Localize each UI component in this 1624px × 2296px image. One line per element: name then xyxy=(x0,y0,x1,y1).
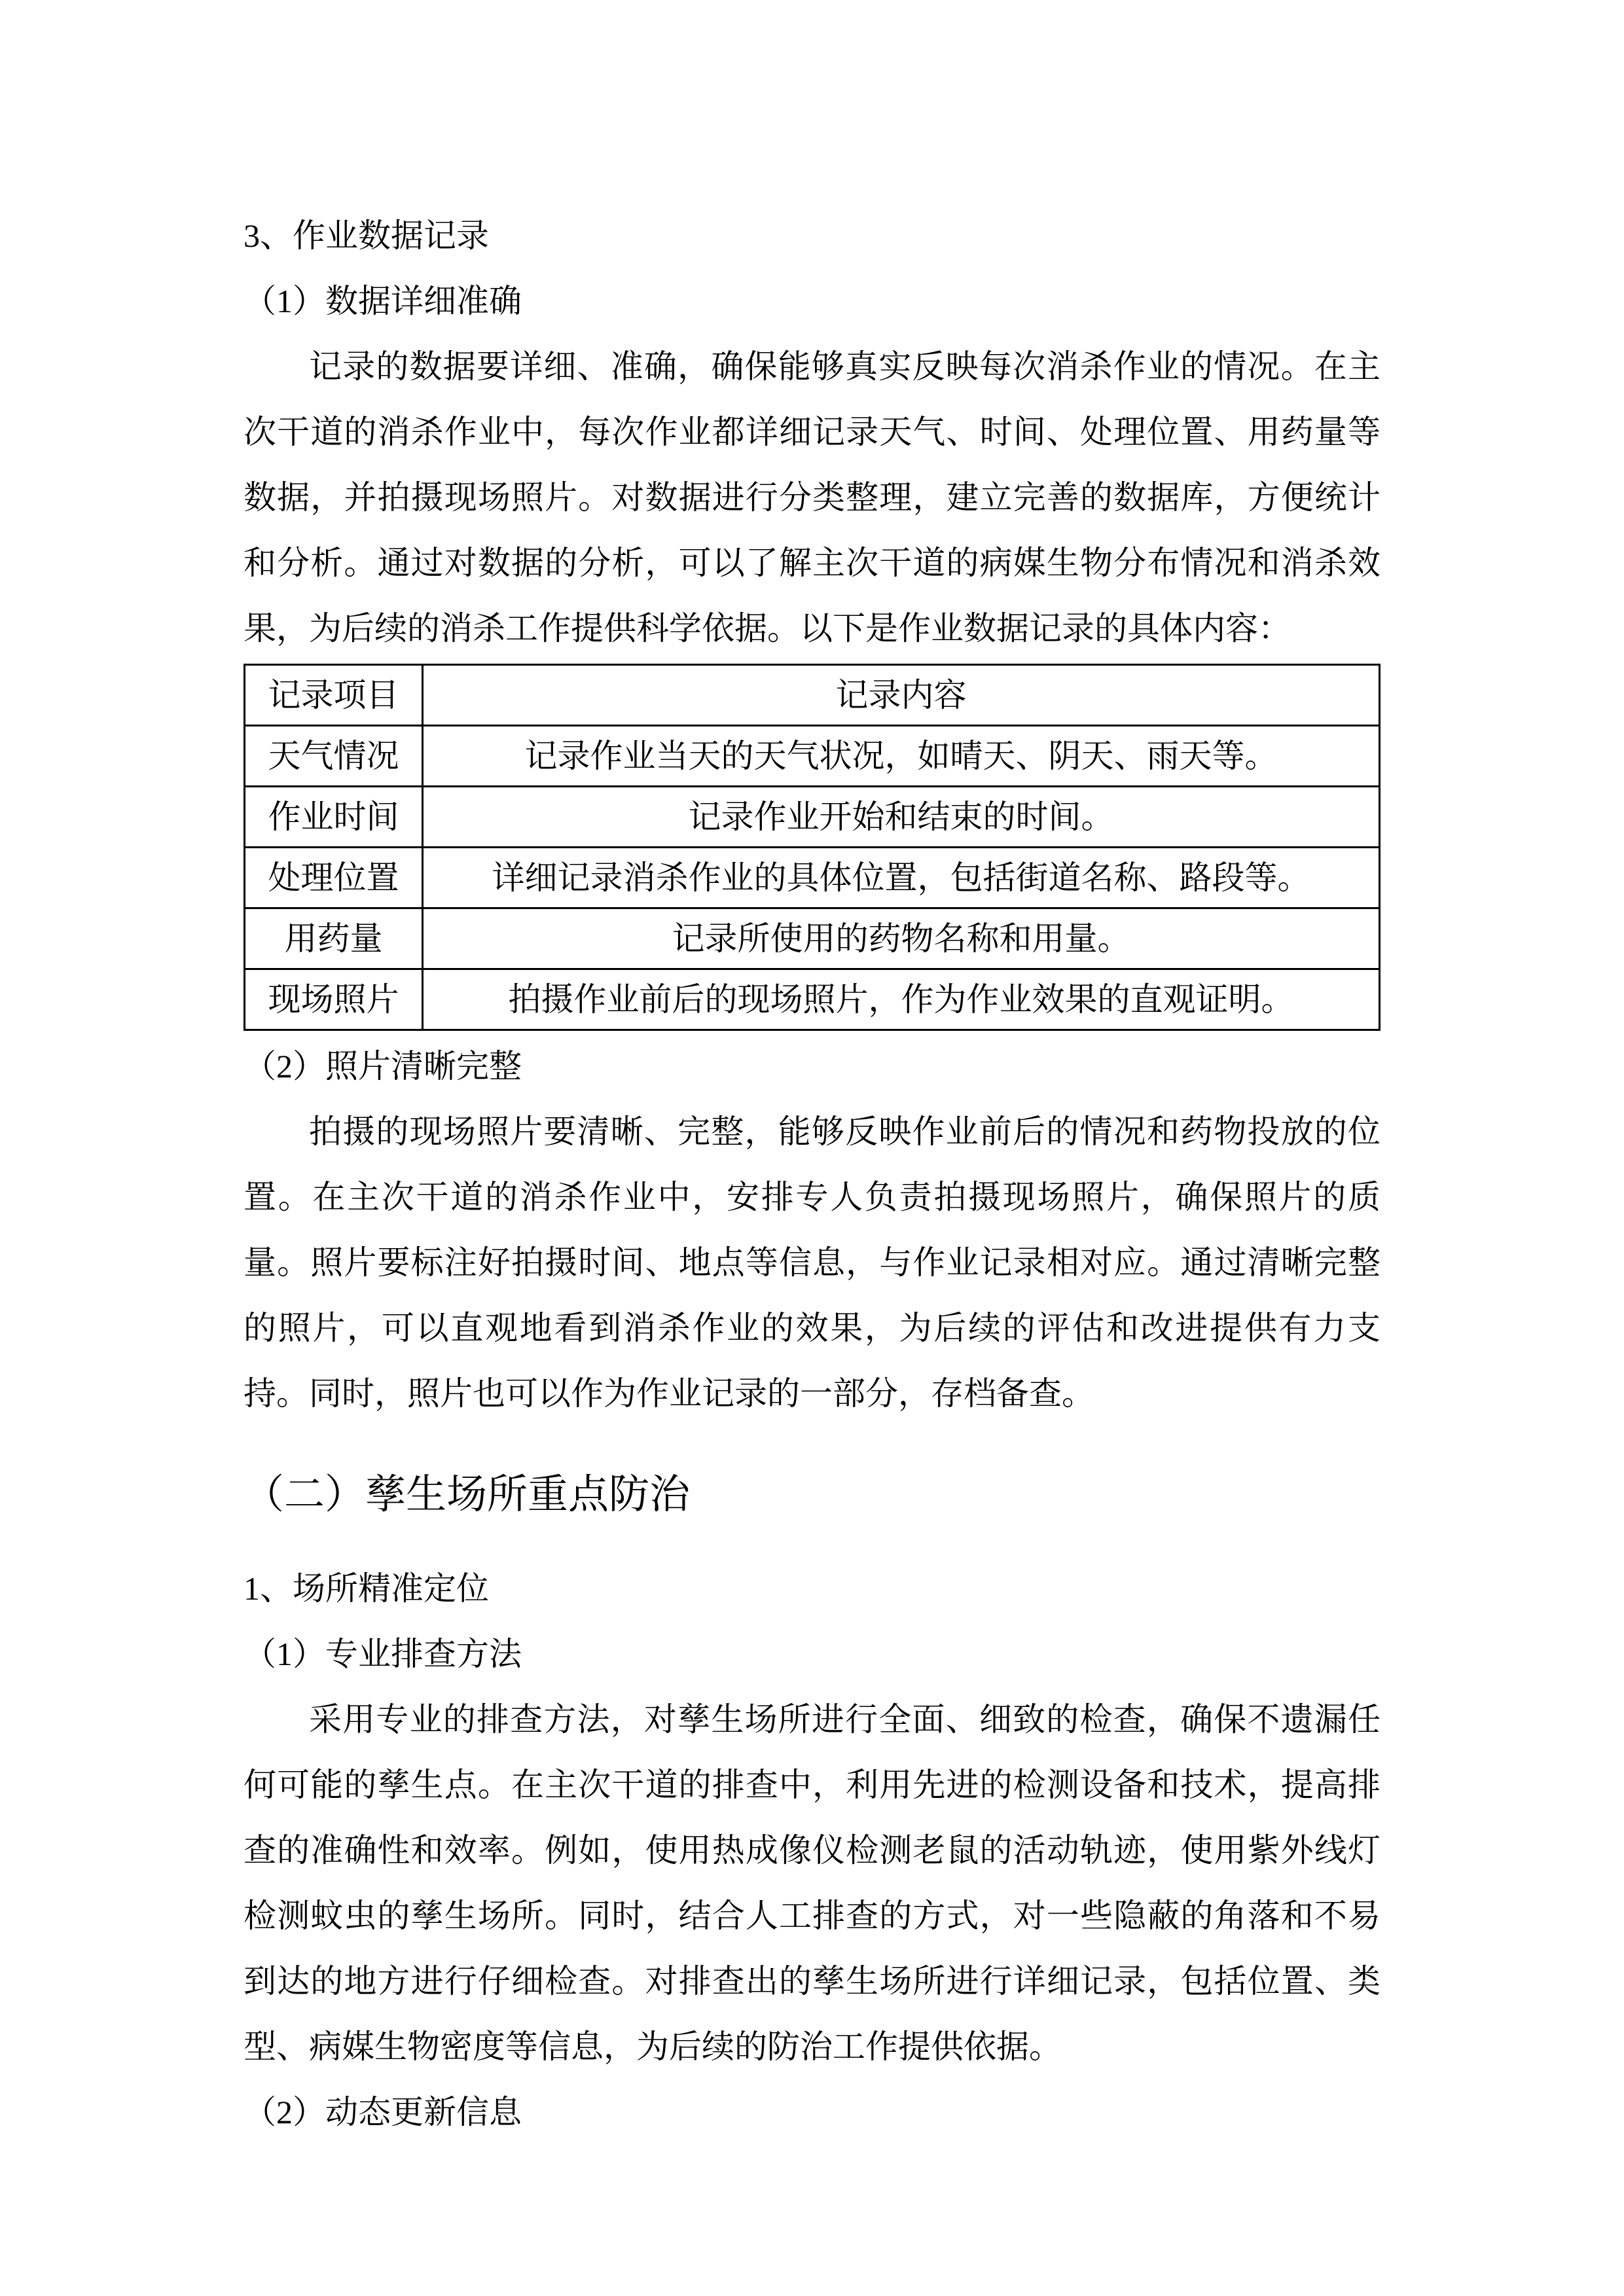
record-table xyxy=(244,664,1380,1031)
subheading-2-num: 1、场所精准定位 xyxy=(244,1570,489,1607)
subheading-2-1: （1）专业排查方法 xyxy=(244,1636,522,1672)
table-cell-label: 天气情况 xyxy=(245,726,423,787)
table-cell-desc: 拍摄作业前后的现场照片，作为作业效果的直观证明。 xyxy=(423,969,1380,1030)
table-row xyxy=(245,787,1380,848)
paragraph-data-detail: 记录的数据要详细、准确，确保能够真实反映每次消杀作业的情况。在主次干道的消杀作业中，每次作业都详细记录天气、时间、处理位置、用药量等数据，并拍摄现场照片。对数据进行分类整理，建立完善的数据库，方便统计和分析。通过对数据的分析，可以了解主次干道的病媒生物分布情况和消杀效果，为后续的消杀工作提供科学依据。以下是作业数据记录的具体内容： xyxy=(244,348,1380,647)
table-row xyxy=(245,848,1380,908)
table-header-content: 记录内容 xyxy=(423,665,1380,726)
table-cell-desc: 记录作业开始和结束的时间。 xyxy=(423,787,1380,848)
table-cell-desc: 记录作业当天的天气状况，如晴天、阴天、雨天等。 xyxy=(423,726,1380,787)
table-row xyxy=(245,969,1380,1030)
heading-section-2: （二）孳生场所重点防治 xyxy=(244,1473,691,1517)
subheading-2-2: （2）动态更新信息 xyxy=(244,2094,522,2130)
table-row xyxy=(245,726,1380,787)
heading-section-3: 3、作业数据记录 xyxy=(244,217,489,254)
table-cell-label: 用药量 xyxy=(245,908,423,969)
paragraph-photo: 拍摄的现场照片要清晰、完整，能够反映作业前后的情况和药物投放的位置。在主次干道的消杀作业中，安排专人负责拍摄现场照片，确保照片的质量。照片要标注好拍摄时间、地点等信息，与作业记录相对应。通过清晰完整的照片，可以直观地看到消杀作业的效果，为后续的评估和改进提供有力支持。同时，照片也可以作为作业记录的一部分，存档备查。 xyxy=(244,1113,1380,1412)
table-cell-label: 作业时间 xyxy=(245,787,423,848)
table-row xyxy=(245,908,1380,969)
subheading-1-1: （1）数据详细准确 xyxy=(244,283,522,319)
table-cell-desc: 详细记录消杀作业的具体位置，包括街道名称、路段等。 xyxy=(423,848,1380,908)
table-cell-label: 处理位置 xyxy=(245,848,423,908)
subheading-1-2: （2）照片清晰完整 xyxy=(244,1048,522,1085)
table-cell-desc: 记录所使用的药物名称和用量。 xyxy=(423,908,1380,969)
table-header-item: 记录项目 xyxy=(245,665,423,726)
paragraph-inspection: 采用专业的排查方法，对孳生场所进行全面、细致的检查，确保不遗漏任何可能的孳生点。在主次干道的排查中，利用先进的检测设备和技术，提高排查的准确性和效率。例如，使用热成像仪检测老鼠的活动轨迹，使用紫外线灯检测蚊虫的孳生场所。同时，结合人工排查的方式，对一些隐蔽的角落和不易到达的地方进行仔细检查。对排查出的孳生场所进行详细记录，包括位置、类型、病媒生物密度等信息，为后续的防治工作提供依据。 xyxy=(244,1701,1380,2065)
table-cell-label: 现场照片 xyxy=(245,969,423,1030)
table-header-row xyxy=(245,665,1380,726)
